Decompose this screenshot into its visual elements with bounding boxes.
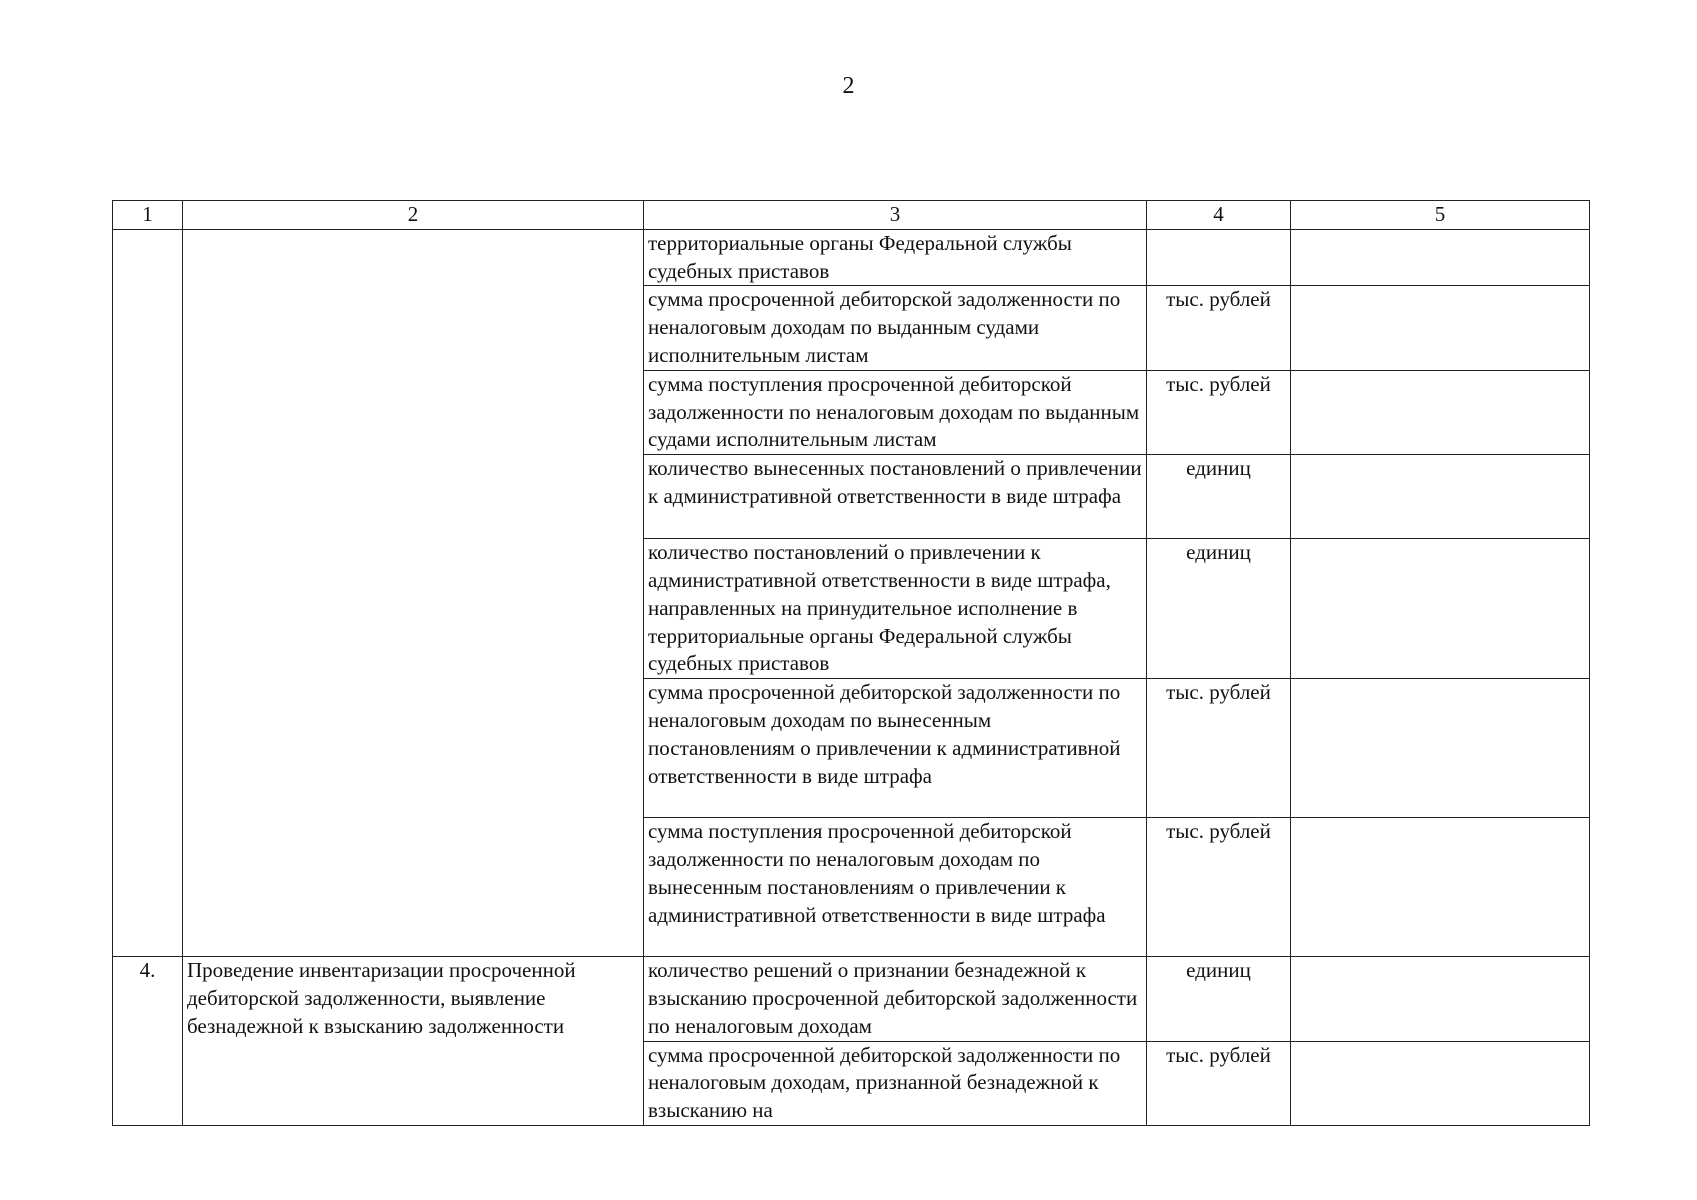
- indicator-cell: сумма просроченной дебиторской задолженности по неналоговым доходам по выданным судами исполнительным листам: [644, 286, 1147, 370]
- value-cell: [1291, 229, 1590, 286]
- header-cell-1: 1: [113, 201, 183, 230]
- indicator-cell: сумма просроченной дебиторской задолженности по неналоговым доходам по вынесенным постановлениям о привлечении к административной ответственности в виде штрафа: [644, 679, 1147, 818]
- unit-cell: тыс. рублей: [1147, 679, 1291, 818]
- value-cell: [1291, 286, 1590, 370]
- indicator-cell: сумма просроченной дебиторской задолженности по неналоговым доходам, признанной безнадежной к взысканию на: [644, 1041, 1147, 1125]
- value-cell: [1291, 679, 1590, 818]
- unit-cell: единиц: [1147, 455, 1291, 539]
- indicator-cell: количество вынесенных постановлений о привлечении к административной ответственности в виде штрафа: [644, 455, 1147, 539]
- empty-measure-cell: [183, 229, 644, 956]
- value-cell: [1291, 1041, 1590, 1125]
- unit-cell: тыс. рублей: [1147, 286, 1291, 370]
- header-cell-5: 5: [1291, 201, 1590, 230]
- indicator-cell: количество решений о признании безнадежной к взысканию просроченной дебиторской задолженности по неналоговым доходам: [644, 957, 1147, 1041]
- unit-cell: единиц: [1147, 957, 1291, 1041]
- table-row: [113, 957, 1590, 1041]
- indicator-cell: количество постановлений о привлечении к административной ответственности в виде штрафа, направленных на принудительное исполнение в территориальные органы Федеральной службы судебных приставов: [644, 539, 1147, 679]
- unit-cell: тыс. рублей: [1147, 370, 1291, 454]
- header-cell-4: 4: [1147, 201, 1291, 230]
- indicator-cell: сумма поступления просроченной дебиторской задолженности по неналоговым доходам по выданным судами исполнительным листам: [644, 370, 1147, 454]
- value-cell: [1291, 539, 1590, 679]
- table-header-row: [113, 201, 1590, 230]
- table-row: [113, 229, 1590, 286]
- page-number: 2: [842, 73, 855, 99]
- header-cell-3: 3: [644, 201, 1147, 230]
- indicator-cell: территориальные органы Федеральной службы судебных приставов: [644, 229, 1147, 286]
- empty-number-cell: [113, 229, 183, 956]
- unit-cell: [1147, 229, 1291, 286]
- unit-cell: тыс. рублей: [1147, 818, 1291, 957]
- unit-cell: тыс. рублей: [1147, 1041, 1291, 1125]
- measure-title-cell: Проведение инвентаризации просроченной дебиторской задолженности, выявление безнадежной к взысканию задолженности: [183, 957, 644, 1126]
- header-cell-2: 2: [183, 201, 644, 230]
- value-cell: [1291, 370, 1590, 454]
- indicator-cell: сумма поступления просроченной дебиторской задолженности по неналоговым доходам по вынесенным постановлениям о привлечении к административной ответственности в виде штрафа: [644, 818, 1147, 957]
- indicators-table: [112, 200, 1590, 1126]
- section-number-cell: 4.: [113, 957, 183, 1126]
- unit-cell: единиц: [1147, 539, 1291, 679]
- value-cell: [1291, 455, 1590, 539]
- value-cell: [1291, 957, 1590, 1041]
- value-cell: [1291, 818, 1590, 957]
